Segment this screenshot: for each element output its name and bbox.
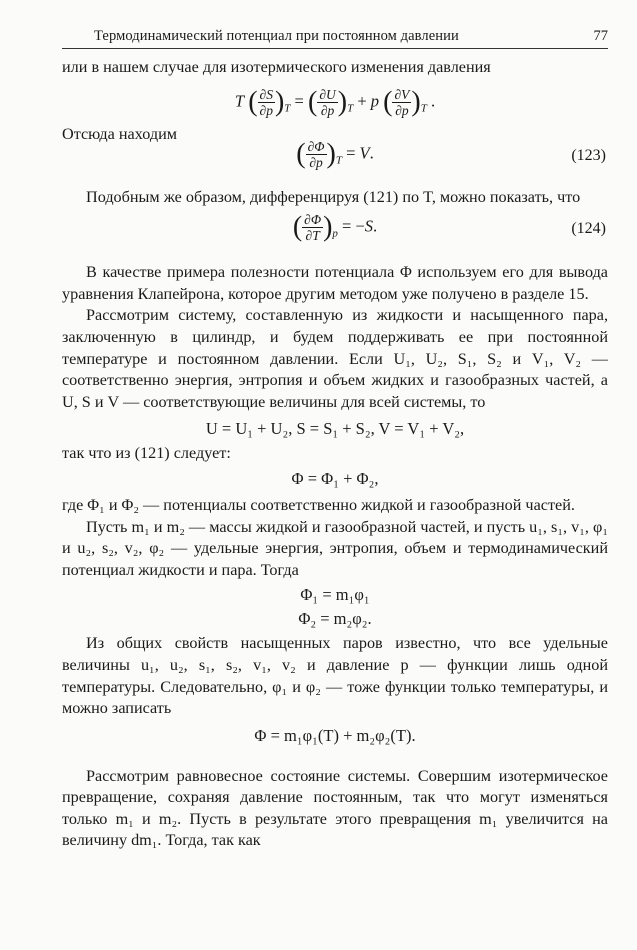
equation-123-row: Отсюда находим ( $\frac{\partial\Phi}{\partial p}$ )$_T = V$. (123) xyxy=(62,124,606,170)
equation-phi: Φ = Φ₁ + Φ₂, xyxy=(291,468,379,488)
equation-ts: T ( $\frac{\partial S}{\partial p}$ )$_T$ = ( $\frac{\partial U}{\partial p}$ )$_T + p$ ( $\frac{\partial V}{\partial p}$ )$_T$ . xyxy=(234,86,436,118)
paragraph-1: или в нашем случае для изотермического изменения давления xyxy=(62,58,491,76)
paragraph-3: Подобным же образом, дифференцируя (121) по T, можно показать, что xyxy=(86,187,581,206)
page-header xyxy=(62,22,608,49)
paragraph-9: Из общих свойств насыщенных паров известно, что все удельные величины u₁, u₂, s₁, s₂, v₁, v₂ и давление p — функции лишь одной температуры. Следовательно, φ₁ и φ₂ — тоже функции только температуры, и можно записать xyxy=(62,634,608,718)
paragraph-10: Рассмотрим равновесное состояние системы. Совершим изотермическое превращение, сохраняя давление постоянным, так что могут изменяться только m₁ и m₂. Пусть в результате этого превращения m₁ увеличится на величину dm₁. Тогда, так как xyxy=(62,766,608,850)
paragraph-4: В качестве примера полезности потенциала Φ используем его для вывода уравнения Клапейрона, которое другим методом уже получено в разделе 15. xyxy=(62,263,608,303)
equation-sum: U = U₁ + U₂, S = S₁ + S₂, V = V₁ + V₂, xyxy=(205,419,465,439)
equation-phiT: Φ = m₁φ₁(T) + m₂φ₂(T). xyxy=(254,725,416,745)
book-page xyxy=(62,22,608,852)
paragraph-8: Пусть m₁ и m₂ — массы жидкой и газообразной частей, и пусть u₁, s₁, v₁, φ₁ и u₂, s₂, v₂, φ₂ — удельные энергия, энтропия, объем и термодинамический потенциал жидкости и пара. Тогда xyxy=(62,517,608,579)
equations-phi12 xyxy=(62,581,608,633)
paragraph-2-label: Отсюда находим xyxy=(62,124,177,143)
paragraph-7: где Φ₁ и Φ₂ — потенциалы соответственно жидкой и газообразной частей. xyxy=(62,495,575,514)
paragraph-5: Рассмотрим систему, составленную из жидкости и насыщенного пара, заключенную в цилиндр, и будем поддерживать ее при постоянной температуре и постоянном давлении. Если U₁, U₂, S₁, S₂ и V₁, V₂ — соответственно энергия, энтропия и объем жидких и газообразных частей, а U, S и V — соответствующие величины для всей системы, то xyxy=(62,306,608,411)
running-title: Термодинамический потенциал при постоянном давлении xyxy=(94,28,459,44)
equation-number-124: (124) xyxy=(571,220,606,238)
page-number: 77 xyxy=(593,28,608,44)
equation-phi1: Φ₁ = m₁φ₁ xyxy=(300,585,370,605)
equation-phi2: Φ₂ = m₂φ₂. xyxy=(298,609,372,629)
equation-124-row: ( $\frac{\partial\Phi}{\partial T}$ )$_p = -S$. (124) xyxy=(292,211,606,244)
paragraph-6: так что из (121) следует: xyxy=(62,444,231,463)
equation-number-123: (123) xyxy=(571,146,606,164)
